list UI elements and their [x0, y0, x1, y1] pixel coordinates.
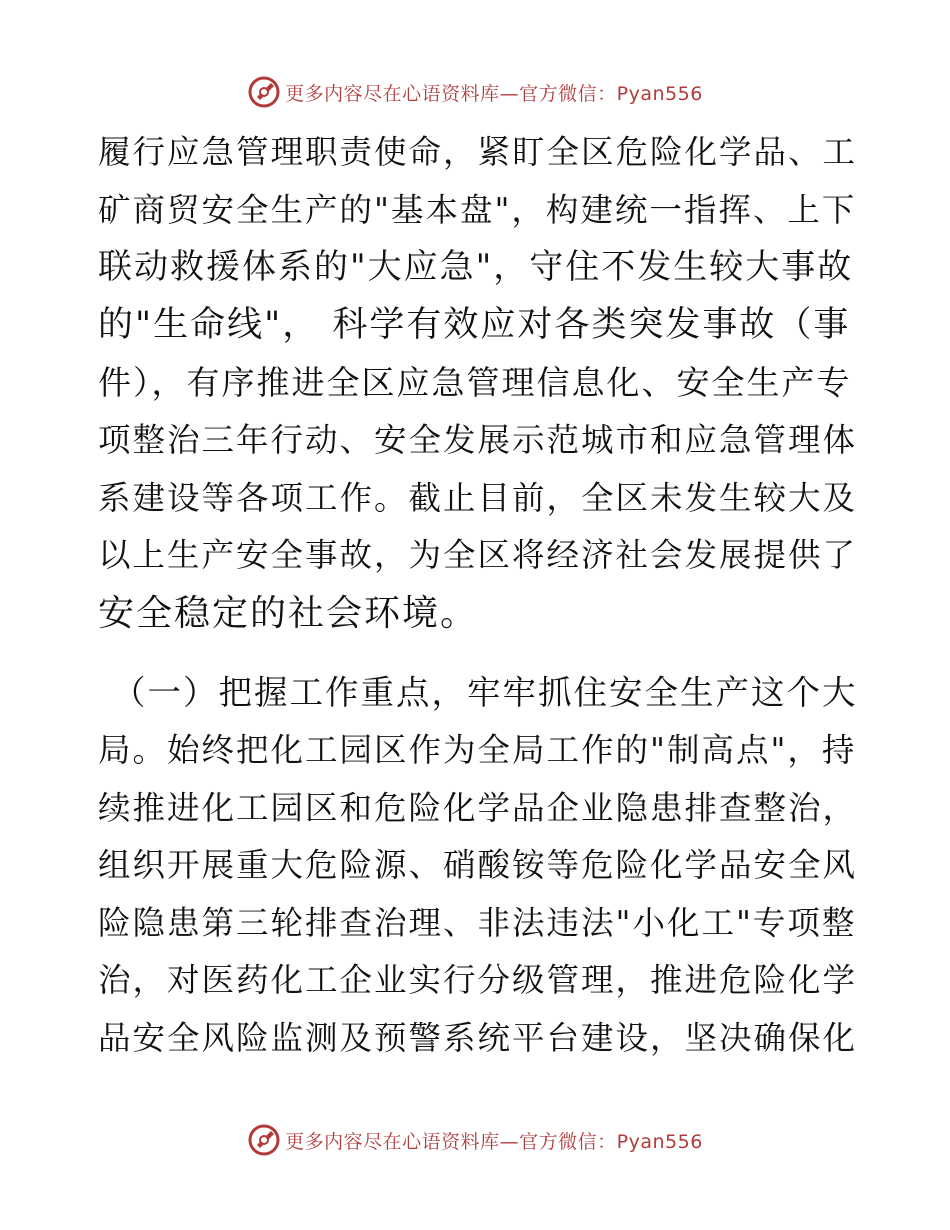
- text-line: （一）把握工作重点，牢牢抓住安全生产这个大: [112, 673, 858, 713]
- text-line: 项整治三年行动、安全发展示范城市和应急管理体: [98, 420, 858, 459]
- logo-icon: [247, 1123, 281, 1157]
- document-body: [98, 124, 858, 1068]
- text-line: 局。始终把化工园区作为全局工作的"制高点"，持: [98, 730, 857, 769]
- watermark-text: 更多内容尽在心语资料库—官方微信：Pyan556: [285, 1130, 703, 1153]
- text-line: 安全稳定的社会环境。: [98, 592, 479, 634]
- text-line: 件），有序推进全区应急管理信息化、安全生产专: [98, 363, 852, 403]
- text-line: 品安全风险监测及预警系统平台建设，坚决确保化: [98, 1018, 858, 1057]
- logo-icon: [247, 75, 281, 109]
- text-line: 组织开展重大危险源、硝酸铵等危险化学品安全风: [98, 846, 858, 885]
- text-line: 续推进化工园区和危险化学品企业隐患排查整治，: [98, 788, 858, 827]
- text-line: 险隐患第三轮排查治理、非法违法"小化工"专项整: [98, 903, 857, 942]
- watermark-text: 更多内容尽在心语资料库—官方微信：Pyan556: [285, 82, 703, 105]
- text-line: 系建设等各项工作。截止目前，全区未发生较大及: [98, 478, 858, 517]
- text-line: 矿商贸安全生产的"基本盘"，构建统一指挥、上下: [98, 190, 857, 229]
- text-line: 履行应急管理职责使命，紧盯全区危险化学品、工: [98, 133, 858, 171]
- text-line: 治，对医药化工企业实行分级管理，推进危险化学: [98, 961, 858, 1000]
- paragraph-2: [98, 664, 858, 1067]
- text-line: 的"生命线"， 科学有效应对各类突发事故（事: [98, 304, 851, 345]
- text-line: 以上生产安全事故，为全区将经济社会发展提供了: [98, 536, 858, 575]
- paragraph-1: [98, 124, 858, 642]
- watermark-header: [0, 72, 950, 112]
- text-line: 联动救援体系的"大应急"，守住不发生较大事故: [98, 247, 854, 288]
- watermark-footer: [0, 1120, 950, 1160]
